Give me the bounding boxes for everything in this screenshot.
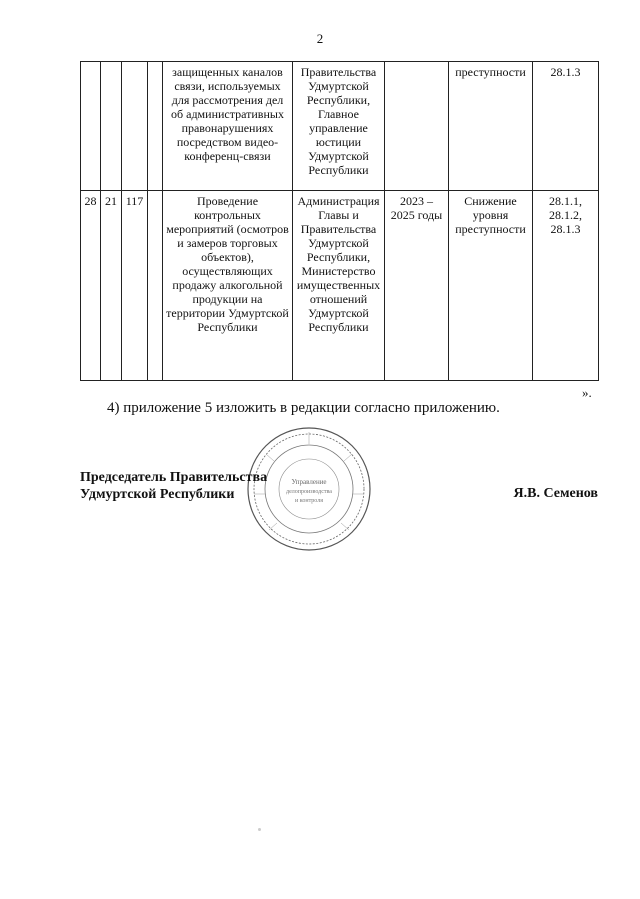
table-cell-result: преступности (449, 62, 533, 191)
page-number: 2 (316, 31, 324, 46)
table-cell-number (122, 62, 148, 191)
table-row (81, 62, 599, 191)
table-cell-executors: Администрация Главы и Правительства Удмуртской Республики, Министерство имущественных отношений Удмуртской Республики (293, 191, 385, 381)
svg-text:Управление: Управление (291, 478, 327, 486)
svg-text:и контроля: и контроля (295, 498, 323, 504)
svg-text:делопроизводства: делопроизводства (286, 489, 332, 495)
signature-title-line2: Удмуртской Республики (80, 487, 235, 502)
table-cell-empty (148, 191, 163, 381)
table-cell-result: Снижение уровня преступности (449, 191, 533, 381)
table-cell-empty (148, 62, 163, 191)
table-cell-executors: Правительства Удмуртской Республики, Главное управление юстиции Удмуртской Республики (293, 62, 385, 191)
table-row (81, 191, 599, 381)
table-cell-number: 117 (122, 191, 148, 381)
signature-title-line1: Председатель Правительства (80, 470, 268, 485)
amendment-item-4: 4) приложение 5 изложить в редакции согласно приложению. (107, 400, 500, 416)
table-cell-measure: защищенных каналов связи, используемых для рассмотрения дел об административных правонарушениях посредством видео-конференц-связи (163, 62, 293, 191)
signature-title (80, 469, 267, 503)
table-cell-indicators: 28.1.1, 28.1.2, 28.1.3 (533, 191, 599, 381)
table-cell-number (101, 62, 122, 191)
table-cell-period (385, 62, 449, 191)
closing-quote-mark: ». (582, 385, 592, 400)
table-cell-number: 21 (101, 191, 122, 381)
scan-speck (258, 828, 261, 831)
signer-name: Я.В. Семенов (513, 486, 598, 501)
table-cell-measure: Проведение контрольных мероприятий (осмотров и замеров торговых объектов), осуществляющих продажу алкогольной продукции на территории Удмуртской Республики (163, 191, 293, 381)
table-cell-indicators: 28.1.3 (533, 62, 599, 191)
table-cell-number (81, 62, 101, 191)
table-cell-period: 2023 – 2025 годы (385, 191, 449, 381)
table-cell-number: 28 (81, 191, 101, 381)
measures-table (80, 61, 599, 381)
